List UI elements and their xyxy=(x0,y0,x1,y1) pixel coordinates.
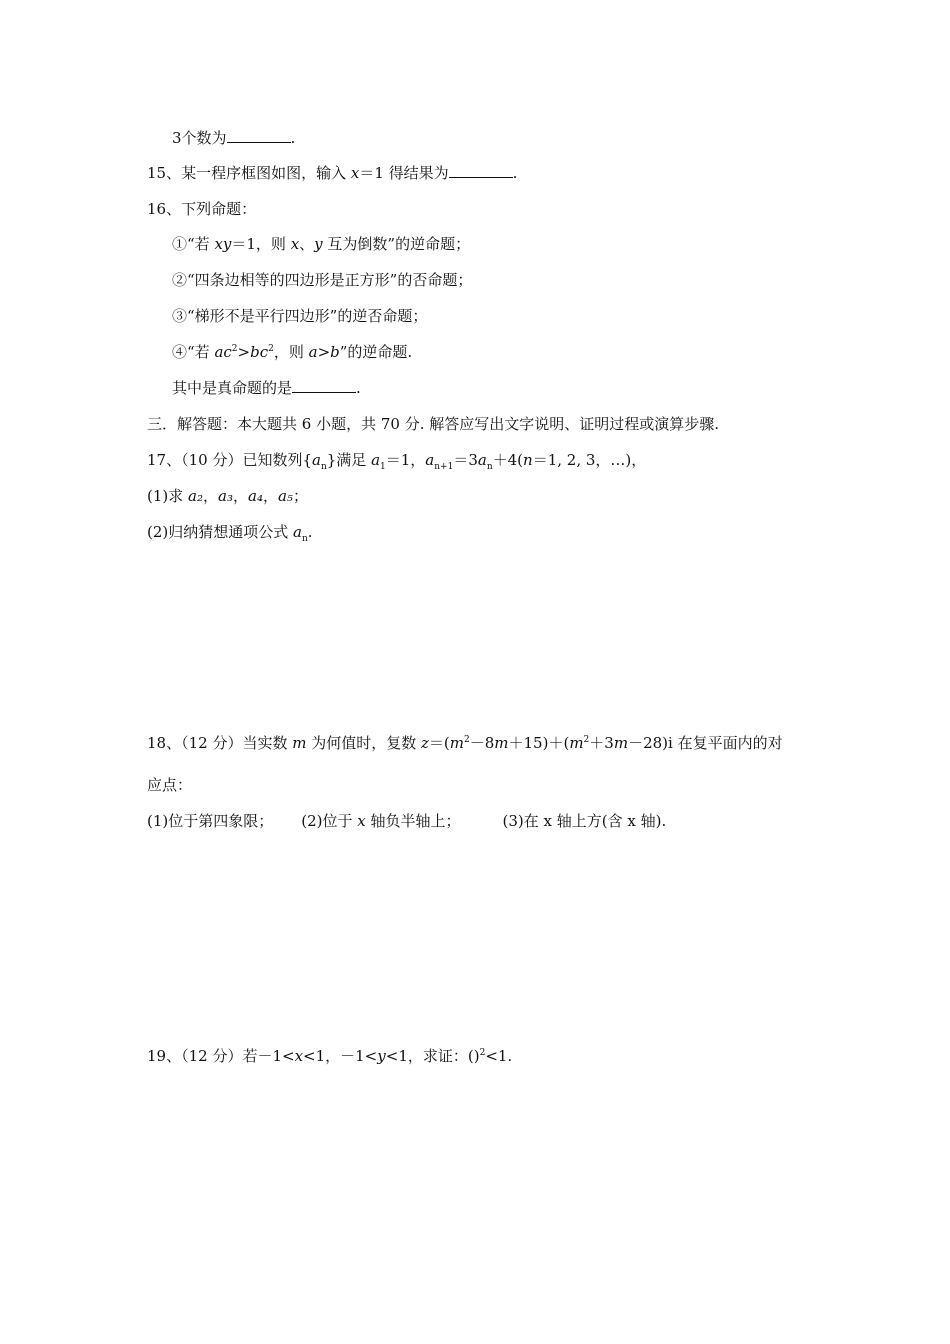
question-16-conclusion: 其中是真命题的是 . xyxy=(172,379,361,397)
question-17: 17、（10 分）已知数列$\{a_n\}$满足 $a_1=1$，$a_{n+1}=3a_n+4(n=1$, 2, 3，…)， xyxy=(147,451,647,472)
question-16-item-3: ③“梯形不是平行四边形”的逆否命题； xyxy=(172,307,428,325)
question-18-line-1: 18、（12 分）当实数 m 为何值时，复数 $z=(m^2-8m+15)+(m^2+3m-28)i$ 在复平面内的对 xyxy=(147,734,783,752)
question-17-part-2: (2)归纳猜想通项公式 $a_n$. xyxy=(147,523,313,544)
section-3-heading: 三．解答题：本大题共 6 小题，共 70 分. 解答应写出文字说明、证明过程或演算步骤. xyxy=(147,415,720,433)
question-16-item-4: ④“若 $ac^2>bc^2$，则 a>b”的逆命题. xyxy=(172,343,413,361)
answer-blank xyxy=(227,129,291,143)
question-16-item-2: ②“四条边相等的四边形是正方形”的否命题； xyxy=(172,271,473,289)
question-16-item-1: ①“若 xy＝1，则 x、y 互为倒数”的逆命题； xyxy=(172,235,471,253)
question-15: 15、某一程序框图如图，输入 x＝1 得结果为 . xyxy=(147,164,518,182)
question-16-title: 16、下列命题： xyxy=(147,200,257,218)
question-18-parts: (1)位于第四象限； (2)位于 x 轴负半轴上； (3)在 x 轴上方(含 x 轴). xyxy=(147,812,667,830)
question-18-line-2: 应点： xyxy=(147,776,193,794)
answer-blank xyxy=(292,379,356,393)
q14-tail: 3个数为 . xyxy=(172,129,296,147)
question-17-part-1: (1)求 a₂，a₃，a₄，a₅； xyxy=(147,487,308,505)
answer-blank xyxy=(449,164,513,178)
question-19: 19、（12 分）若－1<x<1，－1<y<1，求证：()$^2$<1. xyxy=(147,1047,513,1065)
